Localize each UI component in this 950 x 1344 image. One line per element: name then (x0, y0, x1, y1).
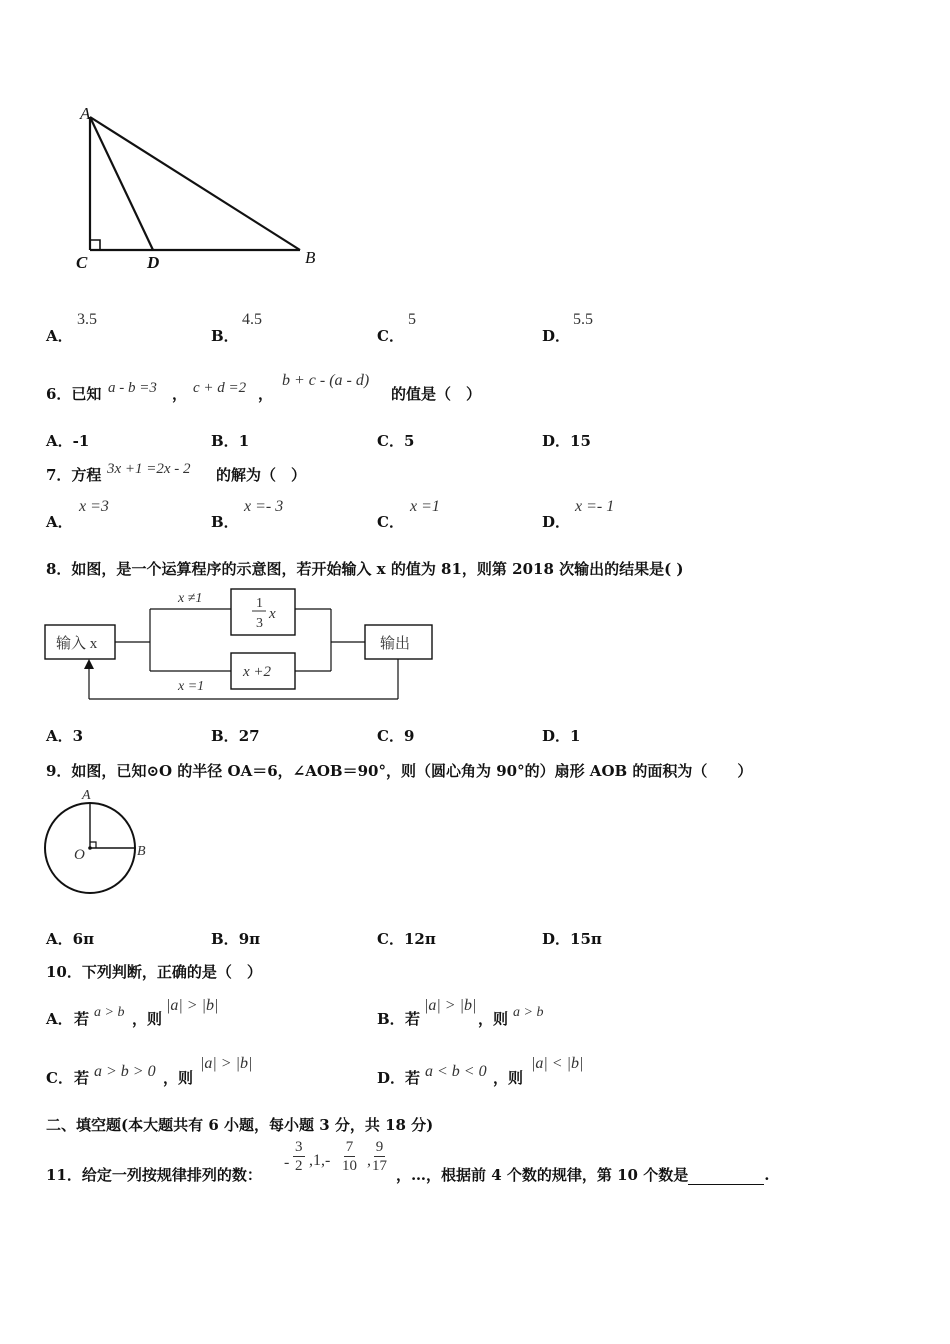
q10-option-d-letter[interactable]: D． (377, 1069, 406, 1087)
flow-input-label: 输入 x (56, 636, 98, 652)
label-B: B (305, 248, 316, 267)
flow-frac-var: x (269, 606, 276, 622)
answer-blank[interactable] (688, 1170, 764, 1185)
q5-option-c-value: 5 (408, 311, 416, 328)
q8-option-c[interactable]: C．9 (377, 727, 415, 745)
q7-prefix: 7．方程 (46, 466, 102, 484)
q10-option-b-concl: a > b (513, 1005, 544, 1020)
flow-third-box (231, 589, 295, 635)
q11-frac-2: $\frac{7}{10}$ (342, 1139, 357, 1174)
q6-sep2: ， (258, 385, 274, 403)
q10-option-b-cond: |a| > |b| (424, 997, 477, 1014)
q7-option-c-value: x =1 (410, 498, 440, 515)
q6-prefix: 6．已知 (46, 385, 102, 403)
label-A: A (80, 104, 91, 123)
q7-option-a-value: x =3 (79, 498, 109, 515)
q5-option-a-value: 3.5 (77, 311, 97, 328)
flow-cond-top: x ≠1 (178, 591, 203, 606)
circle-label-B: B (137, 844, 146, 859)
q10-option-c-if: 若 (74, 1069, 90, 1087)
q8-option-d[interactable]: D．1 (542, 727, 581, 745)
q7-option-a-letter[interactable]: A． (46, 513, 73, 531)
q8-option-a[interactable]: A．3 (46, 727, 84, 745)
q9-option-d[interactable]: D．15π (542, 930, 602, 948)
q10-option-a-concl: |a| > |b| (166, 997, 219, 1014)
q10-option-b-then: ，则 (478, 1010, 509, 1028)
q10-option-d-cond: a < b < 0 (425, 1063, 487, 1080)
circle-label-A: A (82, 788, 91, 803)
q10-option-d-then: ，则 (493, 1069, 524, 1087)
q10-option-c-concl: |a| > |b| (200, 1055, 253, 1072)
circle-figure (40, 785, 160, 900)
q7-option-d-letter[interactable]: D． (542, 513, 571, 531)
q10-option-c-letter[interactable]: C． (46, 1069, 73, 1087)
q10-option-d-concl: |a| < |b| (531, 1055, 584, 1072)
flowchart (44, 585, 439, 705)
q10-option-b-if: 若 (405, 1010, 421, 1028)
q5-option-d-value: 5.5 (573, 311, 593, 328)
q6-cond1: a - b =3 (108, 380, 157, 396)
q6-option-a[interactable]: A．-1 (46, 432, 90, 450)
q7-option-d-value: x =- 1 (575, 498, 615, 515)
q9-option-c[interactable]: C．12π (377, 930, 436, 948)
q11-prefix: 11．给定一列按规律排列的数： (46, 1166, 262, 1184)
q9-stem: 9．如图，已知⊙O 的半径 OA＝6，∠AOB＝90°，则（圆心角为 90°的）扇形 AOB 的面积为（ ） (46, 762, 753, 780)
q7-equation: 3x +1 =2x - 2 (107, 461, 191, 477)
flow-output-label: 输出 (380, 636, 411, 652)
q5-option-c-letter[interactable]: C． (377, 327, 404, 345)
q11-mid: ,1,- (309, 1152, 331, 1169)
q9-option-b[interactable]: B．9π (211, 930, 261, 948)
q10-option-c-then: ，则 (163, 1069, 194, 1087)
q6-cond2: c + d =2 (193, 380, 247, 396)
q10-option-b-letter[interactable]: B． (377, 1010, 405, 1028)
flow-plus-label: x +2 (243, 664, 272, 680)
q6-suffix: 的值是（ ） (391, 385, 482, 403)
q5-option-a-letter[interactable]: A． (46, 327, 73, 345)
q9-option-a[interactable]: A．6π (46, 930, 95, 948)
q11-frac-1: $\frac{3}{2}$ (295, 1139, 303, 1174)
label-D: D (147, 253, 160, 272)
q10-option-d-if: 若 (405, 1069, 421, 1087)
q5-option-d-letter[interactable]: D． (542, 327, 571, 345)
q11-suffix: ，…，根据前 4 个数的规律，第 10 个数是 . (396, 1166, 770, 1184)
q6-sep1: ， (172, 385, 188, 403)
q7-option-b-letter[interactable]: B． (211, 513, 239, 531)
flow-frac-den: 3 (256, 616, 263, 631)
q11-neg1: - (284, 1154, 290, 1171)
q7-option-b-value: x =- 3 (244, 498, 284, 515)
q10-option-a-cond: a > b (94, 1005, 125, 1020)
q10-option-c-cond: a > b > 0 (94, 1063, 156, 1080)
q7-option-c-letter[interactable]: C． (377, 513, 404, 531)
q10-option-a-letter[interactable]: A． (46, 1010, 73, 1028)
q10-option-a-if: 若 (74, 1010, 90, 1028)
q6-option-b[interactable]: B．1 (211, 432, 250, 450)
flow-cond-bottom: x =1 (178, 679, 205, 694)
q11-comma: , (367, 1152, 371, 1169)
q11-frac-3: $\frac{9}{17}$ (372, 1139, 387, 1174)
q5-option-b-letter[interactable]: B． (211, 327, 239, 345)
q8-stem: 8．如图，是一个运算程序的示意图，若开始输入 x 的值为 81，则第 2018 次输出的结果是( ) (46, 560, 684, 578)
q10-option-a-then: ，则 (132, 1010, 163, 1028)
flow-frac-num: 1 (256, 596, 263, 611)
arrow-up-icon (84, 659, 94, 669)
label-C: C (76, 253, 88, 272)
circle-label-O: O (74, 847, 85, 863)
q7-suffix: 的解为（ ） (216, 466, 307, 484)
q5-option-b-value: 4.5 (242, 311, 262, 328)
q10-stem: 10．下列判断，正确的是（ ） (46, 963, 262, 981)
q8-option-b[interactable]: B．27 (211, 727, 260, 745)
q6-expr: b + c - (a - d) (282, 372, 370, 389)
q6-option-d[interactable]: D．15 (542, 432, 591, 450)
section2-title: 二、填空题(本大题共有 6 小题，每小题 3 分，共 18 分) (46, 1116, 434, 1134)
triangle-figure (50, 95, 340, 280)
q6-option-c[interactable]: C．5 (377, 432, 415, 450)
